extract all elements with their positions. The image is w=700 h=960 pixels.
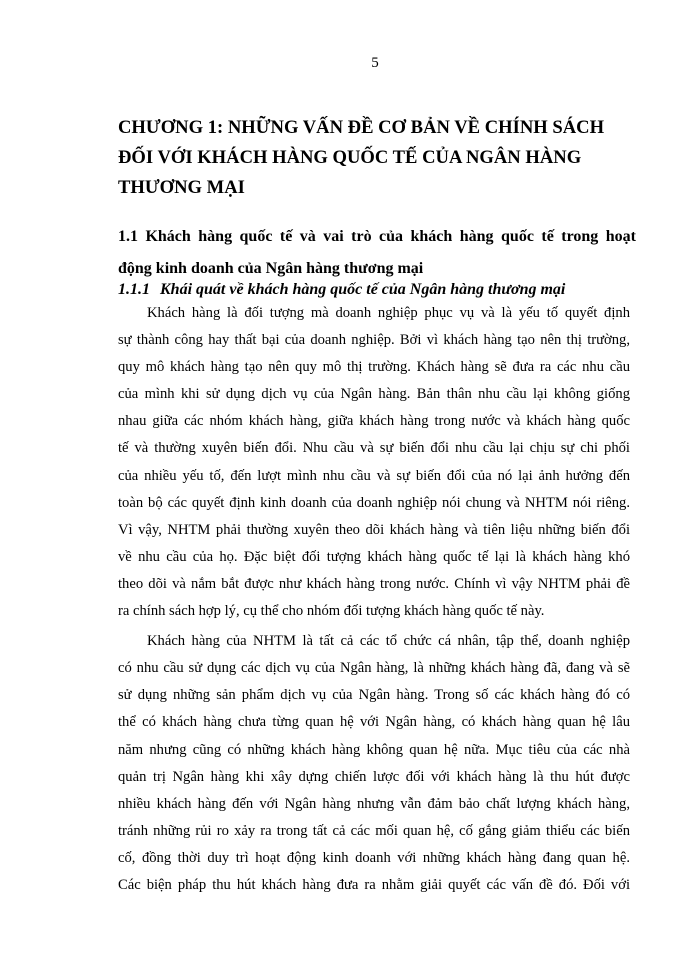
text-line: của nhiều yếu tố, đến lượt mình nhu cầu và sự biến đổi của nó lại ảnh hưởng đến	[118, 467, 630, 484]
text-line: tế và thường xuyên biến đổi. Nhu cầu và sự biến đổi nhu cầu lại chịu sự chi phối	[118, 440, 630, 457]
body-text	[118, 300, 630, 899]
text-line: cố, đồng thời duy trì hoạt động kinh doanh với những khách hàng đang quan hệ.	[118, 849, 630, 866]
section-title-line: động kinh doanh của Ngân hàng thương mại	[118, 260, 424, 277]
text-line: năm nhưng cũng có những khách hàng không quan hệ nữa. Mục tiêu của các nhà	[118, 741, 630, 758]
text-line: Các biện pháp thu hút khách hàng đưa ra nhằm giải quyết các vấn đề đó. Đối với	[118, 876, 630, 893]
text-line: nhau giữa các nhóm khách hàng, giữa khách hàng trong nước và khách hàng quốc	[118, 413, 630, 430]
paragraph	[118, 300, 630, 625]
text-line: theo dõi và nắm bắt được như khách hàng trong nước. Chính vì vậy NHTM phải đề	[118, 575, 630, 592]
subsection-heading: Khái quát về khách hàng quốc tế của Ngân hàng thương mại	[160, 281, 566, 298]
text-line: có nhu cầu sử dụng các dịch vụ của Ngân hàng, là những khách hàng đã, đang và sẽ	[118, 660, 630, 677]
text-line: ra chính sách hợp lý, cụ thể cho nhóm đối tượng khách hàng quốc tế này.	[118, 603, 545, 620]
paragraph	[118, 628, 630, 899]
chapter-title-line: CHƯƠNG 1: NHỮNG VẤN ĐỀ CƠ BẢN VỀ CHÍNH SÁCH	[118, 117, 605, 138]
text-line: quản trị Ngân hàng khi xây dựng chiến lược đối với khách hàng là thu hút được	[118, 768, 630, 785]
chapter-title-line: THƯƠNG MẠI	[118, 177, 245, 198]
chapter-title	[118, 113, 638, 203]
text-line: Vì vậy, NHTM phải thường xuyên theo dõi khách hàng và tiên liệu những biến đổi	[118, 521, 630, 538]
text-line: về nhu cầu của họ. Đặc biệt đối tượng khách hàng quốc tế lại là khách hàng khó	[118, 548, 630, 565]
subsection-number: 1.1.1	[118, 281, 150, 298]
text-line: nhiều khách hàng đến với Ngân hàng nhưng vẫn đảm bảo chất lượng khách hàng,	[118, 795, 630, 812]
text-line: sử dụng những sản phẩm dịch vụ của Ngân hàng. Trong số các khách hàng đó có	[118, 687, 630, 704]
text-line: thể có khách hàng chưa từng quan hệ với Ngân hàng, có khách hàng quan hệ lâu	[118, 714, 630, 731]
text-line: toàn bộ các quyết định kinh doanh của doanh nghiệp nói chung và NHTM nói riêng.	[118, 494, 630, 511]
chapter-title-line: ĐỐI VỚI KHÁCH HÀNG QUỐC TẾ CỦA NGÂN HÀNG	[118, 147, 582, 168]
text-line: Khách hàng của NHTM là tất cả các tổ chức cá nhân, tập thể, doanh nghiệp	[147, 633, 630, 650]
text-line: của mình khi sử dụng dịch vụ của Ngân hàng. Bản thân nhu cầu lại không giống	[118, 386, 630, 403]
text-line: quy mô khách hàng tạo nên quy mô thị trường. Khách hàng sẽ đưa ra các nhu cầu	[118, 359, 630, 376]
text-line: tránh những rủi ro xảy ra trong tất cả các mối quan hệ, cố gắng giảm thiểu các biến	[118, 822, 630, 839]
section-title-line: 1.1 Khách hàng quốc tế và vai trò của khách hàng quốc tế trong hoạt	[118, 228, 636, 245]
text-line: Khách hàng là đối tượng mà doanh nghiệp phục vụ và là yếu tố quyết định	[147, 305, 630, 321]
page-number: 5	[371, 55, 379, 71]
text-line: sự thành công hay thất bại của doanh nghiệp. Bởi vì khách hàng tạo nên thị trường,	[118, 332, 630, 349]
